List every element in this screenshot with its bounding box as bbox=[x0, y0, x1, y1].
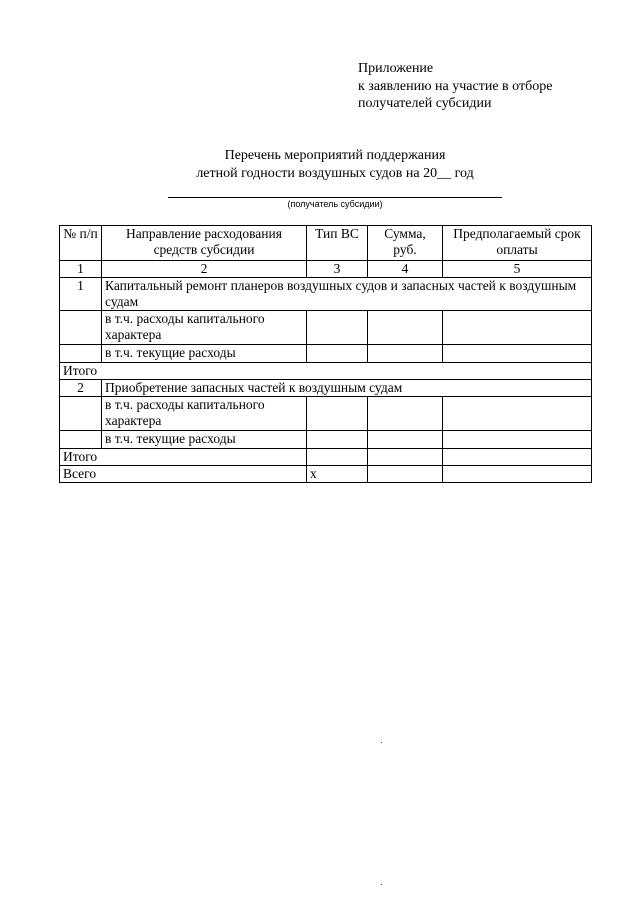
table-cell-empty bbox=[307, 311, 368, 345]
col-number-5: 5 bbox=[443, 261, 592, 278]
appendix-line-3: получателей субсидии bbox=[358, 96, 492, 111]
table-header-row bbox=[60, 226, 592, 261]
table-cell-empty bbox=[60, 345, 102, 363]
measures-table bbox=[59, 225, 592, 483]
table-cell-empty bbox=[368, 345, 443, 363]
recipient-fill-line bbox=[168, 197, 502, 198]
table-cell-empty bbox=[368, 431, 443, 449]
title-line-2: летной годности воздушных судов на 20__ год bbox=[196, 166, 474, 181]
section-2-capital-row bbox=[60, 397, 592, 431]
table-cell-empty bbox=[368, 466, 443, 483]
recipient-label: (получатель субсидии) bbox=[287, 199, 383, 209]
header-no: № п/п bbox=[60, 226, 102, 261]
section-1-capital-row bbox=[60, 311, 592, 345]
section-1-no: 1 bbox=[60, 278, 102, 311]
col-number-3: 3 bbox=[307, 261, 368, 278]
table-cell-empty bbox=[368, 449, 443, 466]
col-number-2: 2 bbox=[102, 261, 307, 278]
section-1-current-label: в т.ч. текущие расходы bbox=[102, 345, 307, 363]
section-2-current-label: в т.ч. текущие расходы bbox=[102, 431, 307, 449]
section-2-title: Приобретение запасных частей к воздушным судам bbox=[102, 380, 592, 397]
table-cell-empty bbox=[307, 431, 368, 449]
section-1-capital-label: в т.ч. расходы капитального характера bbox=[102, 311, 307, 345]
section-2-no: 2 bbox=[60, 380, 102, 397]
header-payment-term: Предполагаемый срок оплаты bbox=[443, 226, 592, 261]
header-direction: Направление расходования средств субсидии bbox=[102, 226, 307, 261]
section-1-current-row bbox=[60, 345, 592, 363]
header-amount: Сумма, руб. bbox=[368, 226, 443, 261]
table-cell-empty bbox=[368, 311, 443, 345]
scan-speck bbox=[381, 742, 382, 743]
document-title bbox=[150, 147, 520, 183]
table-cell-empty bbox=[443, 449, 592, 466]
section-2-capital-label: в т.ч. расходы капитального характера bbox=[102, 397, 307, 431]
section-2-row bbox=[60, 380, 592, 397]
section-1-total-label: Итого bbox=[60, 363, 592, 380]
section-1-title: Капитальный ремонт планеров воздушных судов и запасных частей к воздушным судам bbox=[102, 278, 592, 311]
table-cell-empty bbox=[368, 397, 443, 431]
table-cell-empty bbox=[307, 345, 368, 363]
table-cell-empty bbox=[60, 431, 102, 449]
table-cell-empty bbox=[443, 431, 592, 449]
table-cell-empty bbox=[60, 397, 102, 431]
grand-total-mark: х bbox=[307, 466, 368, 483]
section-1-row bbox=[60, 278, 592, 311]
table-cell-empty bbox=[307, 449, 368, 466]
table-cell-empty bbox=[443, 311, 592, 345]
col-number-1: 1 bbox=[60, 261, 102, 278]
col-number-4: 4 bbox=[368, 261, 443, 278]
section-2-total-row bbox=[60, 449, 592, 466]
appendix-line-1: Приложение bbox=[358, 61, 434, 76]
section-2-current-row bbox=[60, 431, 592, 449]
grand-total-label: Всего bbox=[60, 466, 307, 483]
title-line-1: Перечень мероприятий поддержания bbox=[224, 148, 446, 163]
column-number-row bbox=[60, 261, 592, 278]
grand-total-row bbox=[60, 466, 592, 483]
table-cell-empty bbox=[443, 345, 592, 363]
scan-speck bbox=[381, 884, 382, 885]
appendix-note bbox=[358, 60, 552, 113]
table-cell-empty bbox=[443, 397, 592, 431]
appendix-line-2: к заявлению на участие в отборе bbox=[358, 78, 553, 94]
table-cell-empty bbox=[443, 466, 592, 483]
table-cell-empty bbox=[307, 397, 368, 431]
header-aircraft-type: Тип ВС bbox=[307, 226, 368, 261]
table-cell-empty bbox=[60, 311, 102, 345]
section-2-total-label: Итого bbox=[60, 449, 307, 466]
section-1-total-row bbox=[60, 363, 592, 380]
